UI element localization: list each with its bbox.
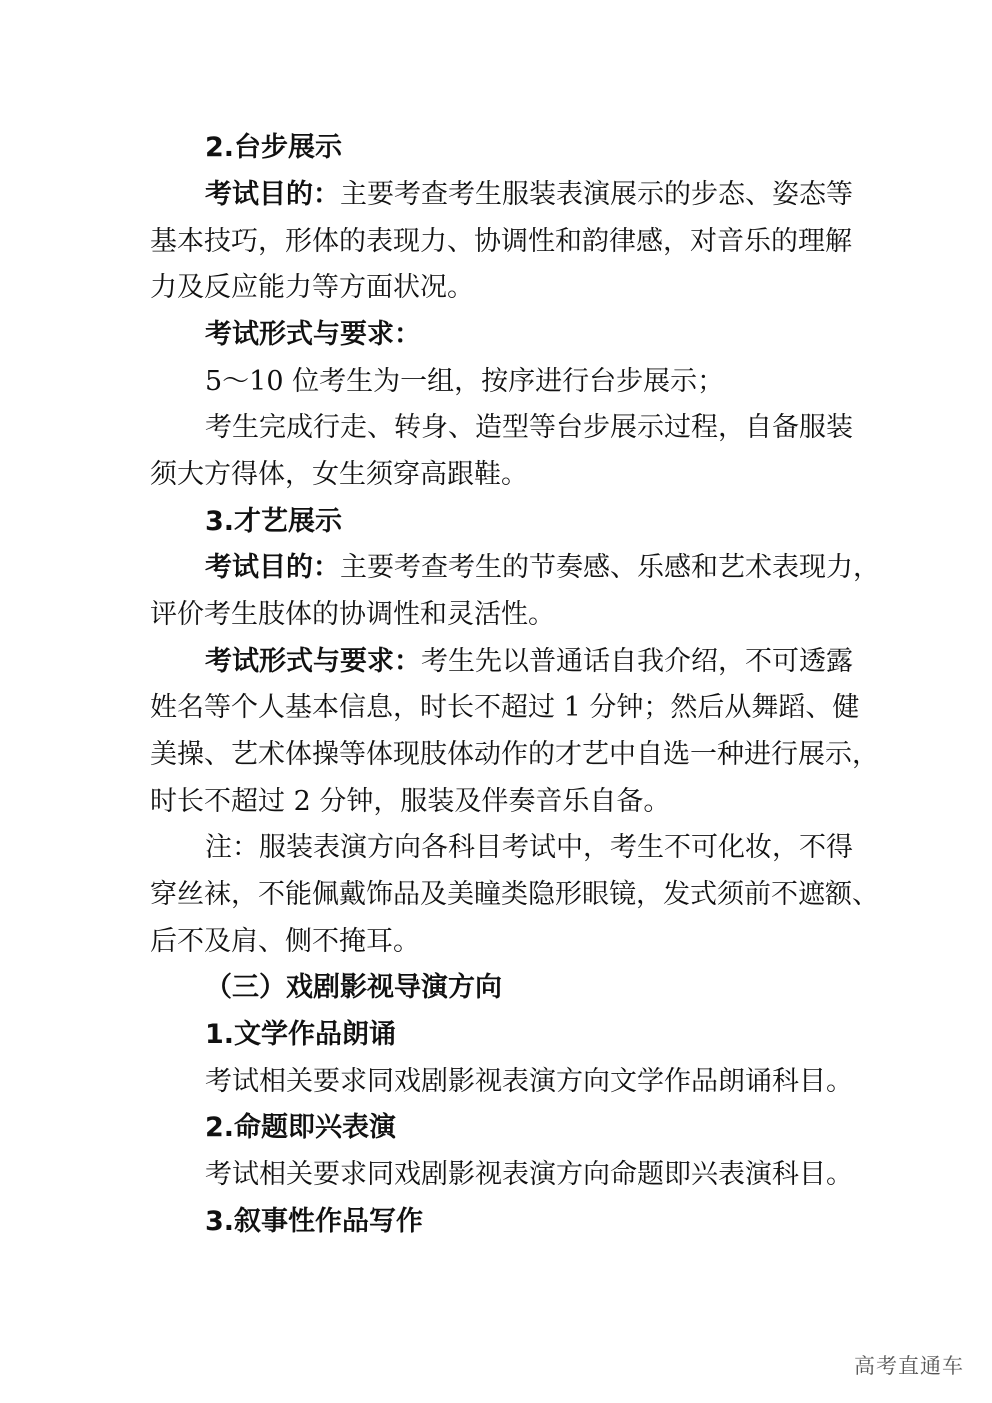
goal-text: 主要考查考生的节奏感、乐感和艺术表现力， — [340, 552, 880, 583]
paragraph-line — [205, 552, 880, 584]
form-label: 考试形式与要求： — [205, 646, 421, 677]
paragraph-line: 考试相关要求同戏剧影视表演方向文学作品朗诵科目。 — [205, 1066, 853, 1097]
paragraph-line — [205, 646, 855, 678]
paragraph-line: 考生完成行走、转身、造型等台步展示过程，自备服装 — [205, 412, 853, 443]
paragraph-line: 基本技巧，形体的表现力、协调性和韵律感，对音乐的理解 — [150, 226, 852, 257]
paragraph-line: 评价考生肢体的协调性和灵活性。 — [150, 599, 555, 630]
section-title: 2.台步展示 — [205, 132, 343, 163]
note-line: 穿丝袜，不能佩戴饰品及美瞳类隐形眼镜，发式须前不遮额、 — [150, 879, 879, 910]
paragraph-line: 时长不超过 2 分钟，服装及伴奏音乐自备。 — [150, 786, 671, 817]
paragraph-line — [205, 179, 855, 211]
goal-label: 考试目的： — [205, 179, 340, 210]
form-text: 考生先以普通话自我介绍，不可透露 — [421, 646, 853, 677]
goal-label: 考试目的： — [205, 552, 340, 583]
goal-text: 主要考查考生服装表演展示的步态、姿态等 — [340, 179, 853, 210]
form-label: 考试形式与要求： — [205, 319, 421, 350]
part-title: （三）戏剧影视导演方向 — [205, 972, 502, 1003]
subsection-title: 2.命题即兴表演 — [205, 1112, 397, 1143]
paragraph-line: 考试相关要求同戏剧影视表演方向命题即兴表演科目。 — [205, 1159, 853, 1190]
note-line: 后不及肩、侧不掩耳。 — [150, 926, 420, 957]
paragraph-line: 姓名等个人基本信息，时长不超过 1 分钟；然后从舞蹈、健 — [150, 692, 860, 723]
paragraph-line: 力及反应能力等方面状况。 — [150, 272, 474, 303]
watermark: 高考直通车 — [854, 1354, 964, 1378]
paragraph-line: 5～10 位考生为一组，按序进行台步展示； — [205, 366, 725, 397]
section-title: 3.才艺展示 — [205, 506, 343, 537]
subsection-title: 1.文学作品朗诵 — [205, 1019, 397, 1050]
paragraph-line: 须大方得体，女生须穿高跟鞋。 — [150, 459, 528, 490]
paragraph-line: 美操、艺术体操等体现肢体动作的才艺中自选一种进行展示， — [150, 739, 879, 770]
subsection-title: 3.叙事性作品写作 — [205, 1206, 424, 1237]
note-line: 注：服装表演方向各科目考试中，考生不可化妆，不得 — [205, 832, 853, 863]
